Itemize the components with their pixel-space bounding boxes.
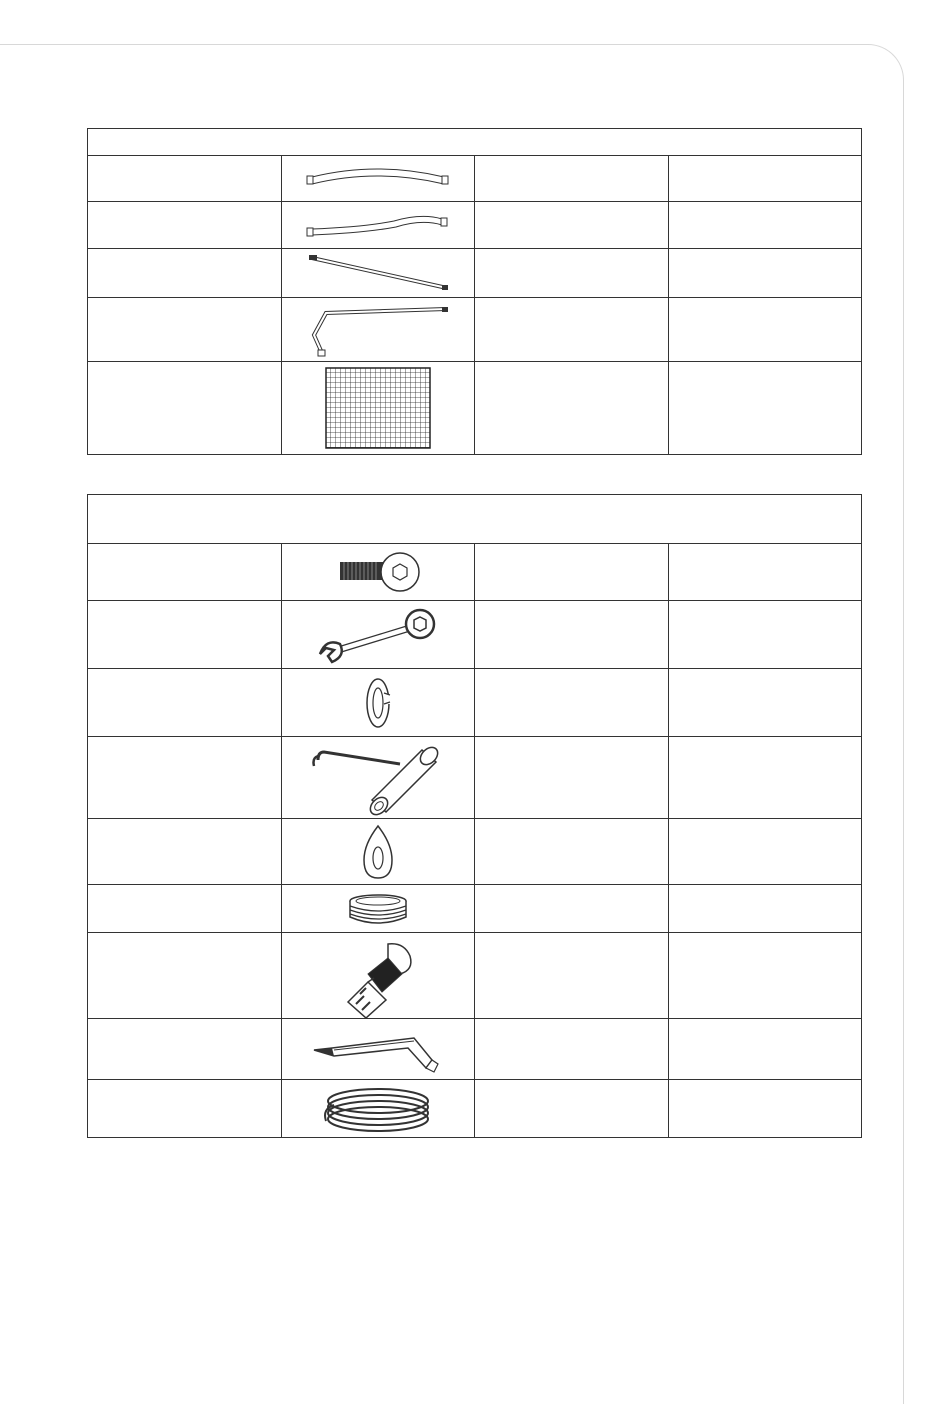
- part-description: [475, 601, 669, 669]
- t-handle-tool-icon: [304, 738, 451, 818]
- part-description: [475, 933, 669, 1019]
- table-row: [88, 544, 862, 601]
- table-header-row: [88, 495, 862, 544]
- table-row: [88, 298, 862, 362]
- part-number: [88, 669, 282, 737]
- part-image: [281, 156, 475, 202]
- coiled-cord-icon: [304, 1081, 451, 1137]
- part-description: [475, 669, 669, 737]
- table-row: [88, 885, 862, 933]
- table-row: [88, 737, 862, 819]
- bent-rod-icon: [304, 299, 451, 361]
- part-number: [88, 885, 282, 933]
- end-cap-icon: [304, 886, 451, 932]
- part-quantity: [668, 362, 862, 455]
- table-row: [88, 362, 862, 455]
- part-number: [88, 298, 282, 362]
- part-number: [88, 819, 282, 885]
- teardrop-washer-icon: [304, 820, 451, 884]
- part-image: [281, 933, 475, 1019]
- part-number: [88, 1080, 282, 1138]
- part-quantity: [668, 202, 862, 249]
- part-description: [475, 819, 669, 885]
- part-image: [281, 1019, 475, 1080]
- part-image: [281, 249, 475, 298]
- wrench-icon: [304, 602, 451, 668]
- part-description: [475, 298, 669, 362]
- part-number: [88, 1019, 282, 1080]
- curved-tube-icon: [304, 157, 451, 201]
- part-number: [88, 156, 282, 202]
- allen-key-icon: [304, 1020, 451, 1078]
- part-quantity: [668, 737, 862, 819]
- part-image: [281, 885, 475, 933]
- part-number: [88, 933, 282, 1019]
- part-quantity: [668, 1019, 862, 1080]
- table-row: [88, 601, 862, 669]
- part-quantity: [668, 885, 862, 933]
- part-image: [281, 544, 475, 601]
- part-quantity: [668, 544, 862, 601]
- part-number: [88, 737, 282, 819]
- part-image: [281, 1080, 475, 1138]
- part-image: [281, 202, 475, 249]
- hex-bolt-icon: [304, 545, 451, 599]
- table-header: [88, 129, 862, 156]
- table-row: [88, 819, 862, 885]
- table-header: [88, 495, 862, 544]
- table-row: [88, 669, 862, 737]
- part-description: [475, 544, 669, 601]
- parts-table-2: [87, 494, 862, 1138]
- part-description: [475, 1019, 669, 1080]
- table-row: [88, 1080, 862, 1138]
- part-description: [475, 202, 669, 249]
- part-number: [88, 249, 282, 298]
- part-image: [281, 737, 475, 819]
- part-number: [88, 544, 282, 601]
- part-number: [88, 601, 282, 669]
- part-quantity: [668, 249, 862, 298]
- part-quantity: [668, 298, 862, 362]
- part-image: [281, 362, 475, 455]
- buckle-clip-icon: [304, 934, 451, 1018]
- part-quantity: [668, 156, 862, 202]
- part-description: [475, 737, 669, 819]
- part-description: [475, 156, 669, 202]
- part-quantity: [668, 819, 862, 885]
- part-quantity: [668, 933, 862, 1019]
- table-row: [88, 1019, 862, 1080]
- part-quantity: [668, 1080, 862, 1138]
- part-image: [281, 669, 475, 737]
- part-description: [475, 249, 669, 298]
- parts-table-1: [87, 128, 862, 455]
- part-number: [88, 362, 282, 455]
- net-icon: [325, 367, 431, 449]
- part-number: [88, 202, 282, 249]
- part-description: [475, 362, 669, 455]
- table-row: [88, 933, 862, 1019]
- spring-washer-icon: [304, 670, 451, 736]
- part-quantity: [668, 669, 862, 737]
- table-row: [88, 202, 862, 249]
- table-row: [88, 156, 862, 202]
- part-image: [281, 601, 475, 669]
- table-row: [88, 249, 862, 298]
- part-image: [281, 819, 475, 885]
- straight-rod-icon: [304, 250, 451, 296]
- part-image: [281, 298, 475, 362]
- part-description: [475, 885, 669, 933]
- part-quantity: [668, 601, 862, 669]
- s-curved-tube-icon: [304, 203, 451, 247]
- part-description: [475, 1080, 669, 1138]
- table-header-row: [88, 129, 862, 156]
